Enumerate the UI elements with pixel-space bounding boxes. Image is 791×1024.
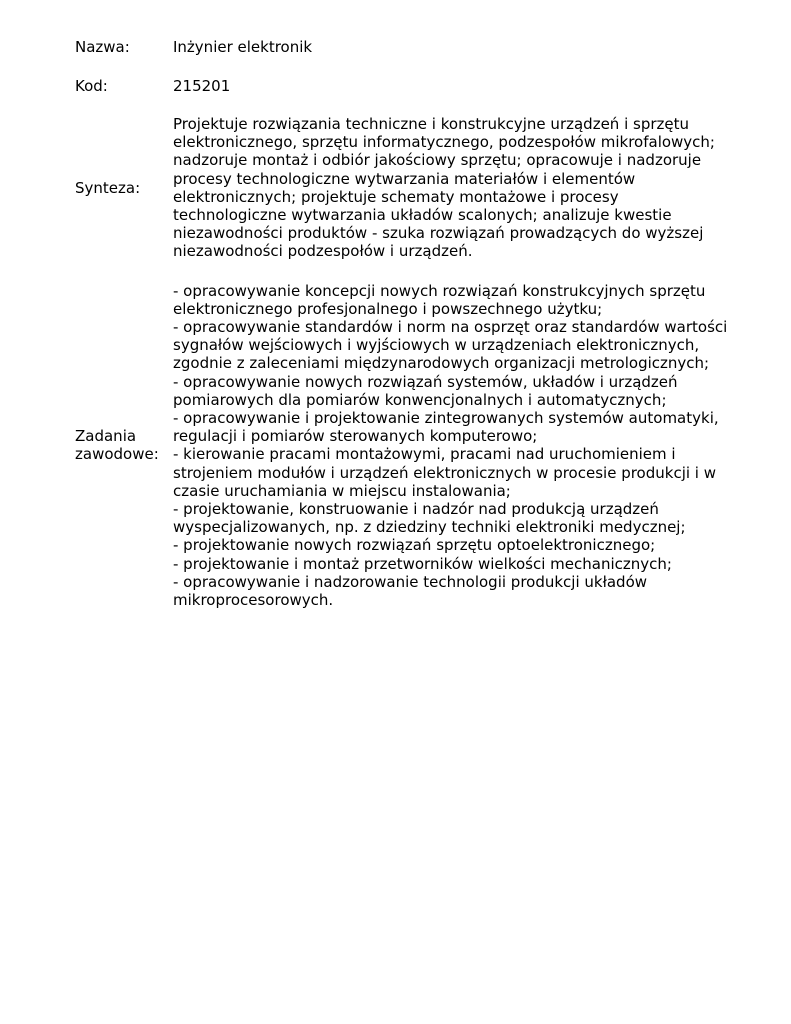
tasks-line: - opracowywanie i projektowanie zintegrowanych systemów automatyki, xyxy=(173,409,719,428)
synthesis-line: elektronicznych; projektuje schematy montażowe i procesy xyxy=(173,187,619,206)
name-row xyxy=(75,38,775,56)
code-row xyxy=(75,77,775,95)
code-label: Kod: xyxy=(75,76,108,95)
tasks-line: elektronicznego profesjonalnego i powszechnego użytku; xyxy=(173,299,603,318)
tasks-line: czasie uruchamiania w miejscu instalowania; xyxy=(173,481,511,500)
synthesis-line: niezawodności produktów - szuka rozwiązań prowadzących do wyższej xyxy=(173,224,704,243)
tasks-row xyxy=(75,282,775,610)
synthesis-line: Projektuje rozwiązania techniczne i konstrukcyjne urządzeń i sprzętu xyxy=(173,115,689,133)
synthesis-line: niezawodności podzespołów i urządzeń. xyxy=(173,242,473,261)
tasks-line: - projektowanie, konstruowanie i nadzór nad produkcją urządzeń xyxy=(173,500,659,519)
tasks-line: wyspecjalizowanych, np. z dziedziny techniki elektroniki medycznej; xyxy=(173,518,686,537)
tasks-line: - projektowanie nowych rozwiązań sprzętu optoelektronicznego; xyxy=(173,536,656,555)
tasks-line: pomiarowych dla pomiarów konwencjonalnych i automatycznych; xyxy=(173,390,667,409)
code-value: 215201 xyxy=(173,76,231,95)
tasks-text xyxy=(173,282,775,610)
tasks-line: mikroprocesorowych. xyxy=(173,591,334,610)
synthesis-line: technologiczne wytwarzania układów scalonych; analizuje kwestie xyxy=(173,206,672,225)
tasks-line: - projektowanie i montaż przetworników wielkości mechanicznych; xyxy=(173,554,672,573)
synthesis-line: procesy technologiczne wytwarzania materiałów i elementów xyxy=(173,169,636,188)
tasks-label xyxy=(75,427,173,463)
synthesis-line: nadzoruje montaż i odbiór jakościowy sprzętu; opracowuje i nadzoruje xyxy=(173,151,702,170)
tasks-line: - kierowanie pracami montażowymi, pracami nad uruchomieniem i xyxy=(173,445,676,464)
tasks-line: strojeniem modułów i urządzeń elektronicznych w procesie produkcji i w xyxy=(173,463,716,482)
name-label: Nazwa: xyxy=(75,37,130,56)
occupation-document xyxy=(75,38,775,609)
synthesis-line: elektronicznego, sprzętu informatycznego, podzespołów mikrofalowych; xyxy=(173,133,715,152)
tasks-line: zgodnie z zaleceniami międzynarodowych organizacji metrologicznych; xyxy=(173,354,710,373)
synthesis-text xyxy=(173,115,775,261)
tasks-line: sygnałów wejściowych i wyjściowych w urządzeniach elektronicznych, xyxy=(173,336,700,355)
tasks-label-line: zawodowe: xyxy=(75,445,159,464)
tasks-line: - opracowywanie standardów i norm na osprzęt oraz standardów wartości xyxy=(173,318,728,337)
tasks-line: - opracowywanie i nadzorowanie technologii produkcji układów xyxy=(173,572,648,591)
tasks-line: regulacji i pomiarów sterowanych komputerowo; xyxy=(173,427,538,446)
name-value: Inżynier elektronik xyxy=(173,37,313,56)
tasks-line: - opracowywanie koncepcji nowych rozwiązań konstrukcyjnych sprzętu xyxy=(173,281,706,300)
synthesis-row xyxy=(75,115,775,261)
tasks-line: - opracowywanie nowych rozwiązań systemów, układów i urządzeń xyxy=(173,372,678,391)
synthesis-label: Synteza: xyxy=(75,178,141,197)
tasks-label-line: Zadania xyxy=(75,427,137,446)
